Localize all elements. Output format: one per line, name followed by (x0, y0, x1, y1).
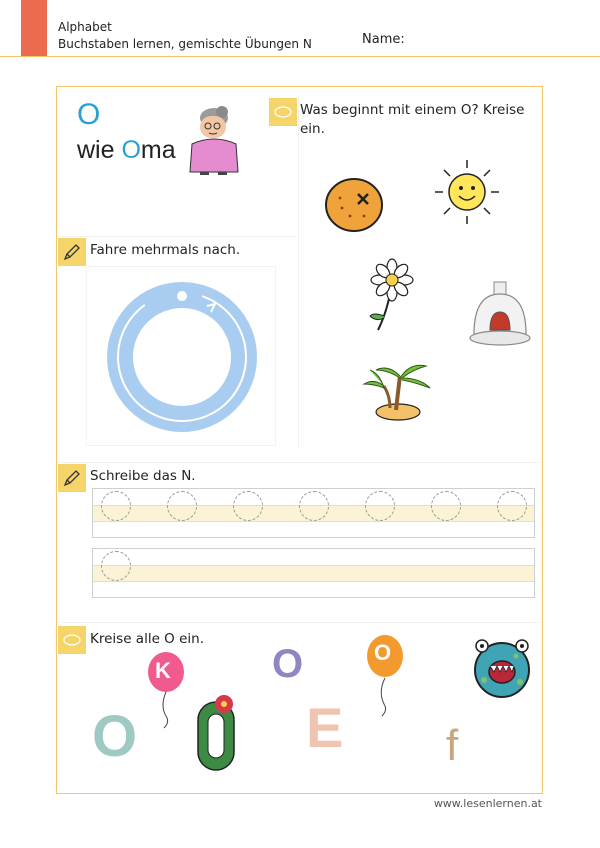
task-trace-text: Fahre mehrmals nach. (90, 242, 241, 258)
trace-circle (101, 551, 131, 581)
word-prefix: wie (77, 136, 122, 164)
letter-word (77, 136, 176, 165)
balloon-letter-k[interactable] (146, 650, 186, 730)
sun-icon[interactable] (432, 158, 502, 226)
trace-circle (101, 491, 131, 521)
task-icon-pencil (58, 464, 86, 492)
section-divider (60, 236, 296, 237)
trace-area[interactable] (86, 266, 276, 446)
section-divider (60, 462, 540, 463)
palm-island-icon[interactable] (360, 356, 436, 422)
trace-circle (497, 491, 527, 521)
section-divider (60, 622, 540, 623)
balloon-letter-o[interactable] (366, 634, 404, 718)
trace-circle (365, 491, 395, 521)
letter-e[interactable]: E (306, 696, 344, 759)
name-label: Name: (362, 32, 405, 47)
word-highlight: O (121, 136, 141, 164)
lasso-icon (273, 105, 293, 119)
letter-k: K (155, 658, 171, 683)
header-divider (0, 56, 600, 57)
letter-o-purple[interactable]: O (272, 642, 304, 686)
featured-letter: O (77, 98, 101, 131)
header-accent-bar (21, 0, 47, 56)
worksheet-category: Alphabet (58, 20, 112, 34)
writing-band (93, 565, 534, 582)
letter-o-orange: O (374, 640, 392, 665)
letter-o-mint[interactable]: O (92, 704, 138, 769)
task-icon-pencil (58, 238, 86, 266)
word-rest: ma (140, 136, 176, 164)
monster-icon[interactable] (470, 636, 534, 700)
task-circle-all-text: Kreise alle O ein. (90, 631, 204, 647)
task-icon-circle (58, 626, 86, 654)
lasso-icon (62, 633, 82, 647)
task-begins-with-text: Was beginnt mit einem O? Kreise ein. (300, 102, 525, 137)
trace-letter-o (107, 282, 257, 432)
pencil-icon (62, 468, 82, 488)
footer-site[interactable]: www.lesenlernen.at (433, 797, 542, 810)
flower-icon[interactable] (366, 258, 418, 334)
letter-f[interactable]: f (446, 721, 459, 770)
writing-line[interactable] (92, 548, 535, 598)
column-divider (298, 96, 299, 448)
task-write-text: Schreibe das N. (90, 468, 196, 484)
trace-circle (167, 491, 197, 521)
writing-line[interactable] (92, 488, 535, 538)
task-icon-circle (269, 98, 297, 126)
grandma-icon (186, 104, 242, 176)
worksheet-title: Buchstaben lernen, gemischte Übungen N (58, 37, 312, 51)
trace-circle (233, 491, 263, 521)
trace-circle (431, 491, 461, 521)
trace-circle (299, 491, 329, 521)
orange-icon[interactable] (324, 176, 384, 234)
floral-letter-o[interactable] (194, 694, 238, 774)
oven-icon[interactable] (468, 280, 532, 348)
pencil-icon (62, 242, 82, 262)
